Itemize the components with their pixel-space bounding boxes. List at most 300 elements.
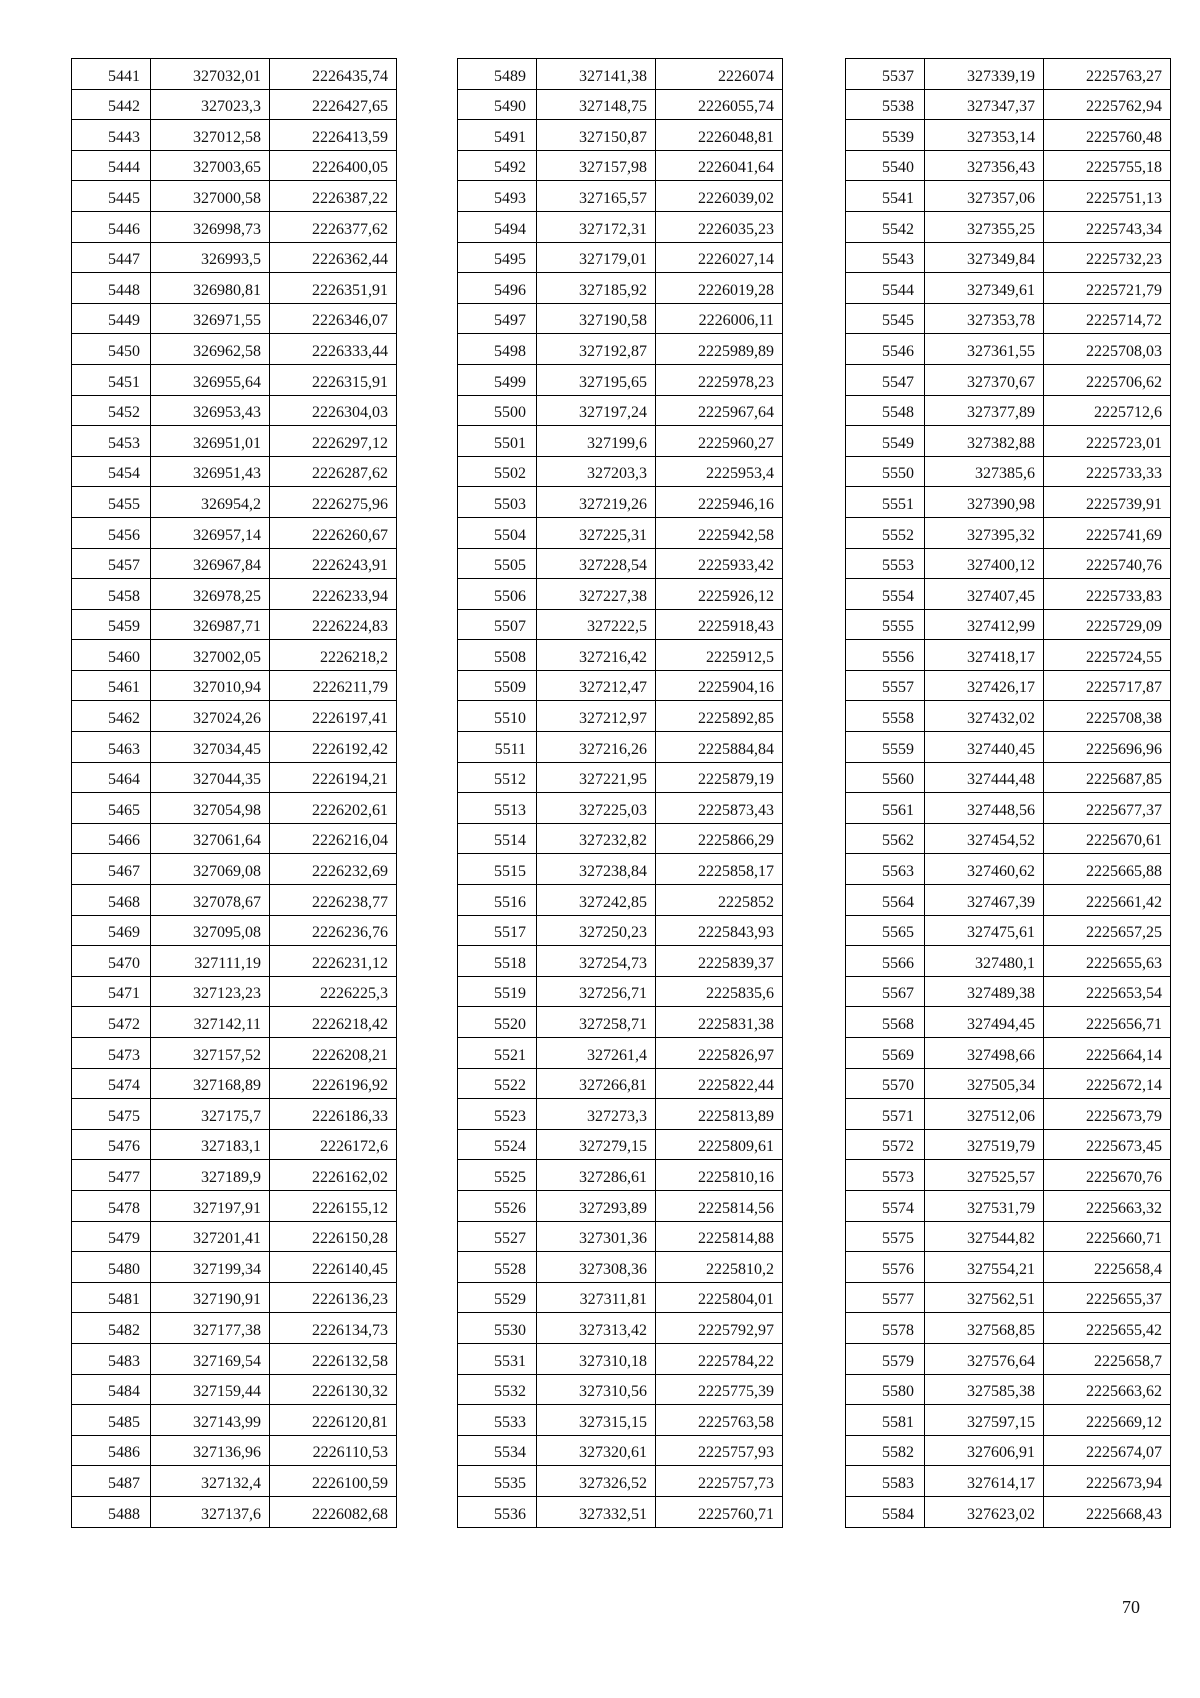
table-row bbox=[458, 701, 783, 732]
point-number-cell: 5443 bbox=[72, 120, 151, 151]
table-row bbox=[846, 548, 1171, 579]
x-coordinate-cell: 327232,82 bbox=[537, 823, 656, 854]
x-coordinate-cell: 327454,52 bbox=[925, 823, 1044, 854]
x-coordinate-cell: 327279,15 bbox=[537, 1129, 656, 1160]
point-number-cell: 5454 bbox=[72, 456, 151, 487]
point-number-cell: 5554 bbox=[846, 579, 925, 610]
table-row bbox=[72, 1374, 397, 1405]
y-coordinate-cell: 2225672,14 bbox=[1044, 1068, 1171, 1099]
y-coordinate-cell: 2226197,41 bbox=[270, 701, 397, 732]
table-row bbox=[72, 273, 397, 304]
x-coordinate-cell: 327286,61 bbox=[537, 1160, 656, 1191]
coordinates-table-3 bbox=[845, 58, 1171, 1528]
y-coordinate-cell: 2225852 bbox=[656, 885, 783, 916]
x-coordinate-cell: 327266,81 bbox=[537, 1068, 656, 1099]
y-coordinate-cell: 2225673,45 bbox=[1044, 1129, 1171, 1160]
table-row bbox=[458, 1374, 783, 1405]
y-coordinate-cell: 2225873,43 bbox=[656, 793, 783, 824]
y-coordinate-cell: 2225822,44 bbox=[656, 1068, 783, 1099]
y-coordinate-cell: 2225967,64 bbox=[656, 395, 783, 426]
table-row bbox=[458, 1466, 783, 1497]
x-coordinate-cell: 327426,17 bbox=[925, 670, 1044, 701]
y-coordinate-cell: 2225657,25 bbox=[1044, 915, 1171, 946]
y-coordinate-cell: 2225714,72 bbox=[1044, 303, 1171, 334]
y-coordinate-cell: 2225655,42 bbox=[1044, 1313, 1171, 1344]
table-row bbox=[458, 334, 783, 365]
x-coordinate-cell: 327148,75 bbox=[537, 89, 656, 120]
y-coordinate-cell: 2225723,01 bbox=[1044, 426, 1171, 457]
table-row bbox=[846, 120, 1171, 151]
table-row bbox=[846, 273, 1171, 304]
point-number-cell: 5567 bbox=[846, 976, 925, 1007]
point-number-cell: 5548 bbox=[846, 395, 925, 426]
x-coordinate-cell: 327190,58 bbox=[537, 303, 656, 334]
x-coordinate-cell: 327480,1 bbox=[925, 946, 1044, 977]
point-number-cell: 5550 bbox=[846, 456, 925, 487]
table-row bbox=[846, 670, 1171, 701]
table-row bbox=[72, 946, 397, 977]
x-coordinate-cell: 327242,85 bbox=[537, 885, 656, 916]
x-coordinate-cell: 327512,06 bbox=[925, 1099, 1044, 1130]
x-coordinate-cell: 327137,6 bbox=[151, 1496, 270, 1527]
point-number-cell: 5521 bbox=[458, 1038, 537, 1069]
point-number-cell: 5569 bbox=[846, 1038, 925, 1069]
y-coordinate-cell: 2226232,69 bbox=[270, 854, 397, 885]
y-coordinate-cell: 2225670,61 bbox=[1044, 823, 1171, 854]
point-number-cell: 5571 bbox=[846, 1099, 925, 1130]
x-coordinate-cell: 327361,55 bbox=[925, 334, 1044, 365]
point-number-cell: 5560 bbox=[846, 762, 925, 793]
y-coordinate-cell: 2225904,16 bbox=[656, 670, 783, 701]
table-row bbox=[458, 640, 783, 671]
point-number-cell: 5549 bbox=[846, 426, 925, 457]
x-coordinate-cell: 327189,9 bbox=[151, 1160, 270, 1191]
x-coordinate-cell: 327225,03 bbox=[537, 793, 656, 824]
table-row bbox=[846, 762, 1171, 793]
point-number-cell: 5501 bbox=[458, 426, 537, 457]
table-row bbox=[72, 89, 397, 120]
table-row bbox=[846, 89, 1171, 120]
x-coordinate-cell: 327494,45 bbox=[925, 1007, 1044, 1038]
table-row bbox=[72, 303, 397, 334]
y-coordinate-cell: 2226194,21 bbox=[270, 762, 397, 793]
point-number-cell: 5561 bbox=[846, 793, 925, 824]
x-coordinate-cell: 327000,58 bbox=[151, 181, 270, 212]
y-coordinate-cell: 2226233,94 bbox=[270, 579, 397, 610]
x-coordinate-cell: 327157,98 bbox=[537, 150, 656, 181]
table-row bbox=[846, 1252, 1171, 1283]
y-coordinate-cell: 2225843,93 bbox=[656, 915, 783, 946]
x-coordinate-cell: 327227,38 bbox=[537, 579, 656, 610]
y-coordinate-cell: 2226224,83 bbox=[270, 609, 397, 640]
point-number-cell: 5500 bbox=[458, 395, 537, 426]
point-number-cell: 5528 bbox=[458, 1252, 537, 1283]
table-row bbox=[846, 456, 1171, 487]
point-number-cell: 5498 bbox=[458, 334, 537, 365]
point-number-cell: 5542 bbox=[846, 211, 925, 242]
table-row bbox=[846, 915, 1171, 946]
x-coordinate-cell: 327339,19 bbox=[925, 59, 1044, 90]
table-row bbox=[458, 59, 783, 90]
x-coordinate-cell: 327614,17 bbox=[925, 1466, 1044, 1497]
y-coordinate-cell: 2225741,69 bbox=[1044, 517, 1171, 548]
point-number-cell: 5489 bbox=[458, 59, 537, 90]
point-number-cell: 5529 bbox=[458, 1282, 537, 1313]
table-row bbox=[72, 517, 397, 548]
y-coordinate-cell: 2225775,39 bbox=[656, 1374, 783, 1405]
table-row bbox=[72, 1068, 397, 1099]
table-row bbox=[846, 823, 1171, 854]
y-coordinate-cell: 2226315,91 bbox=[270, 364, 397, 395]
point-number-cell: 5445 bbox=[72, 181, 151, 212]
table-row bbox=[846, 395, 1171, 426]
table-row bbox=[458, 1160, 783, 1191]
y-coordinate-cell: 2226218,42 bbox=[270, 1007, 397, 1038]
point-number-cell: 5492 bbox=[458, 150, 537, 181]
point-number-cell: 5451 bbox=[72, 364, 151, 395]
point-number-cell: 5518 bbox=[458, 946, 537, 977]
y-coordinate-cell: 2225673,79 bbox=[1044, 1099, 1171, 1130]
table-row bbox=[72, 701, 397, 732]
point-number-cell: 5457 bbox=[72, 548, 151, 579]
x-coordinate-cell: 327061,64 bbox=[151, 823, 270, 854]
x-coordinate-cell: 326953,43 bbox=[151, 395, 270, 426]
point-number-cell: 5517 bbox=[458, 915, 537, 946]
point-number-cell: 5458 bbox=[72, 579, 151, 610]
x-coordinate-cell: 327256,71 bbox=[537, 976, 656, 1007]
y-coordinate-cell: 2225813,89 bbox=[656, 1099, 783, 1130]
x-coordinate-cell: 327172,31 bbox=[537, 211, 656, 242]
table-row bbox=[458, 1007, 783, 1038]
y-coordinate-cell: 2226225,3 bbox=[270, 976, 397, 1007]
x-coordinate-cell: 327505,34 bbox=[925, 1068, 1044, 1099]
point-number-cell: 5448 bbox=[72, 273, 151, 304]
point-number-cell: 5468 bbox=[72, 885, 151, 916]
point-number-cell: 5520 bbox=[458, 1007, 537, 1038]
table-row bbox=[72, 1435, 397, 1466]
table-row bbox=[846, 1466, 1171, 1497]
y-coordinate-cell: 2225757,73 bbox=[656, 1466, 783, 1497]
x-coordinate-cell: 327347,37 bbox=[925, 89, 1044, 120]
y-coordinate-cell: 2226192,42 bbox=[270, 732, 397, 763]
table-row bbox=[72, 334, 397, 365]
table-row bbox=[458, 579, 783, 610]
table-row bbox=[72, 1466, 397, 1497]
table-row bbox=[846, 1374, 1171, 1405]
y-coordinate-cell: 2225946,16 bbox=[656, 487, 783, 518]
y-coordinate-cell: 2225839,37 bbox=[656, 946, 783, 977]
table-row bbox=[458, 1435, 783, 1466]
y-coordinate-cell: 2226400,05 bbox=[270, 150, 397, 181]
x-coordinate-cell: 327308,36 bbox=[537, 1252, 656, 1283]
y-coordinate-cell: 2226196,92 bbox=[270, 1068, 397, 1099]
x-coordinate-cell: 327355,25 bbox=[925, 211, 1044, 242]
table-row bbox=[72, 1496, 397, 1527]
table-row bbox=[72, 548, 397, 579]
y-coordinate-cell: 2225658,7 bbox=[1044, 1343, 1171, 1374]
point-number-cell: 5538 bbox=[846, 89, 925, 120]
point-number-cell: 5516 bbox=[458, 885, 537, 916]
table-row bbox=[458, 1221, 783, 1252]
point-number-cell: 5543 bbox=[846, 242, 925, 273]
point-number-cell: 5507 bbox=[458, 609, 537, 640]
y-coordinate-cell: 2225792,97 bbox=[656, 1313, 783, 1344]
table-row bbox=[458, 1252, 783, 1283]
x-coordinate-cell: 327310,18 bbox=[537, 1343, 656, 1374]
point-number-cell: 5558 bbox=[846, 701, 925, 732]
point-number-cell: 5574 bbox=[846, 1190, 925, 1221]
y-coordinate-cell: 2226155,12 bbox=[270, 1190, 397, 1221]
y-coordinate-cell: 2226150,28 bbox=[270, 1221, 397, 1252]
y-coordinate-cell: 2225933,42 bbox=[656, 548, 783, 579]
x-coordinate-cell: 326955,64 bbox=[151, 364, 270, 395]
y-coordinate-cell: 2226140,45 bbox=[270, 1252, 397, 1283]
y-coordinate-cell: 2226006,11 bbox=[656, 303, 783, 334]
y-coordinate-cell: 2225926,12 bbox=[656, 579, 783, 610]
y-coordinate-cell: 2225763,27 bbox=[1044, 59, 1171, 90]
y-coordinate-cell: 2226136,23 bbox=[270, 1282, 397, 1313]
y-coordinate-cell: 2225740,76 bbox=[1044, 548, 1171, 579]
y-coordinate-cell: 2226162,02 bbox=[270, 1160, 397, 1191]
point-number-cell: 5534 bbox=[458, 1435, 537, 1466]
table-row bbox=[846, 1099, 1171, 1130]
table-row bbox=[846, 1007, 1171, 1038]
table-row bbox=[846, 426, 1171, 457]
y-coordinate-cell: 2225953,4 bbox=[656, 456, 783, 487]
y-coordinate-cell: 2226134,73 bbox=[270, 1313, 397, 1344]
table-row bbox=[458, 1343, 783, 1374]
point-number-cell: 5584 bbox=[846, 1496, 925, 1527]
point-number-cell: 5583 bbox=[846, 1466, 925, 1497]
y-coordinate-cell: 2225664,14 bbox=[1044, 1038, 1171, 1069]
y-coordinate-cell: 2225892,85 bbox=[656, 701, 783, 732]
y-coordinate-cell: 2226304,03 bbox=[270, 395, 397, 426]
table-row bbox=[458, 150, 783, 181]
table-row bbox=[72, 1405, 397, 1436]
y-coordinate-cell: 2225712,6 bbox=[1044, 395, 1171, 426]
point-number-cell: 5509 bbox=[458, 670, 537, 701]
point-number-cell: 5478 bbox=[72, 1190, 151, 1221]
table-row bbox=[846, 1313, 1171, 1344]
point-number-cell: 5486 bbox=[72, 1435, 151, 1466]
x-coordinate-cell: 327159,44 bbox=[151, 1374, 270, 1405]
x-coordinate-cell: 327095,08 bbox=[151, 915, 270, 946]
point-number-cell: 5533 bbox=[458, 1405, 537, 1436]
x-coordinate-cell: 327023,3 bbox=[151, 89, 270, 120]
table-row bbox=[72, 1129, 397, 1160]
point-number-cell: 5556 bbox=[846, 640, 925, 671]
x-coordinate-cell: 327377,89 bbox=[925, 395, 1044, 426]
point-number-cell: 5485 bbox=[72, 1405, 151, 1436]
x-coordinate-cell: 327078,67 bbox=[151, 885, 270, 916]
table-row bbox=[458, 303, 783, 334]
point-number-cell: 5566 bbox=[846, 946, 925, 977]
x-coordinate-cell: 327197,91 bbox=[151, 1190, 270, 1221]
table-row bbox=[458, 517, 783, 548]
x-coordinate-cell: 327301,36 bbox=[537, 1221, 656, 1252]
x-coordinate-cell: 327407,45 bbox=[925, 579, 1044, 610]
y-coordinate-cell: 2226074 bbox=[656, 59, 783, 90]
point-number-cell: 5474 bbox=[72, 1068, 151, 1099]
x-coordinate-cell: 327168,89 bbox=[151, 1068, 270, 1099]
point-number-cell: 5580 bbox=[846, 1374, 925, 1405]
table-row bbox=[458, 1099, 783, 1130]
table-row bbox=[846, 640, 1171, 671]
x-coordinate-cell: 327192,87 bbox=[537, 334, 656, 365]
point-number-cell: 5540 bbox=[846, 150, 925, 181]
point-number-cell: 5446 bbox=[72, 211, 151, 242]
x-coordinate-cell: 327349,61 bbox=[925, 273, 1044, 304]
point-number-cell: 5471 bbox=[72, 976, 151, 1007]
y-coordinate-cell: 2225655,63 bbox=[1044, 946, 1171, 977]
x-coordinate-cell: 327142,11 bbox=[151, 1007, 270, 1038]
x-coordinate-cell: 327012,58 bbox=[151, 120, 270, 151]
point-number-cell: 5524 bbox=[458, 1129, 537, 1160]
y-coordinate-cell: 2225858,17 bbox=[656, 854, 783, 885]
x-coordinate-cell: 327623,02 bbox=[925, 1496, 1044, 1527]
y-coordinate-cell: 2225884,84 bbox=[656, 732, 783, 763]
table-row bbox=[72, 1007, 397, 1038]
table-row bbox=[846, 976, 1171, 1007]
y-coordinate-cell: 2226208,21 bbox=[270, 1038, 397, 1069]
point-number-cell: 5497 bbox=[458, 303, 537, 334]
x-coordinate-cell: 327531,79 bbox=[925, 1190, 1044, 1221]
table-row bbox=[458, 120, 783, 151]
point-number-cell: 5450 bbox=[72, 334, 151, 365]
x-coordinate-cell: 327370,67 bbox=[925, 364, 1044, 395]
point-number-cell: 5510 bbox=[458, 701, 537, 732]
y-coordinate-cell: 2225804,01 bbox=[656, 1282, 783, 1313]
x-coordinate-cell: 327222,5 bbox=[537, 609, 656, 640]
x-coordinate-cell: 327132,4 bbox=[151, 1466, 270, 1497]
point-number-cell: 5453 bbox=[72, 426, 151, 457]
x-coordinate-cell: 327002,05 bbox=[151, 640, 270, 671]
point-number-cell: 5493 bbox=[458, 181, 537, 212]
table-row bbox=[72, 609, 397, 640]
point-number-cell: 5576 bbox=[846, 1252, 925, 1283]
point-number-cell: 5482 bbox=[72, 1313, 151, 1344]
x-coordinate-cell: 327197,24 bbox=[537, 395, 656, 426]
y-coordinate-cell: 2225784,22 bbox=[656, 1343, 783, 1374]
y-coordinate-cell: 2226238,77 bbox=[270, 885, 397, 916]
y-coordinate-cell: 2226035,23 bbox=[656, 211, 783, 242]
point-number-cell: 5490 bbox=[458, 89, 537, 120]
point-number-cell: 5504 bbox=[458, 517, 537, 548]
x-coordinate-cell: 327313,42 bbox=[537, 1313, 656, 1344]
table-row bbox=[72, 1221, 397, 1252]
x-coordinate-cell: 327258,71 bbox=[537, 1007, 656, 1038]
y-coordinate-cell: 2225760,71 bbox=[656, 1496, 783, 1527]
x-coordinate-cell: 327221,95 bbox=[537, 762, 656, 793]
y-coordinate-cell: 2225708,38 bbox=[1044, 701, 1171, 732]
y-coordinate-cell: 2225835,6 bbox=[656, 976, 783, 1007]
table-row bbox=[72, 211, 397, 242]
point-number-cell: 5496 bbox=[458, 273, 537, 304]
table-row bbox=[458, 732, 783, 763]
x-coordinate-cell: 327034,45 bbox=[151, 732, 270, 763]
y-coordinate-cell: 2225814,56 bbox=[656, 1190, 783, 1221]
point-number-cell: 5511 bbox=[458, 732, 537, 763]
y-coordinate-cell: 2225708,03 bbox=[1044, 334, 1171, 365]
point-number-cell: 5475 bbox=[72, 1099, 151, 1130]
point-number-cell: 5523 bbox=[458, 1099, 537, 1130]
x-coordinate-cell: 327157,52 bbox=[151, 1038, 270, 1069]
table-row bbox=[846, 1068, 1171, 1099]
point-number-cell: 5522 bbox=[458, 1068, 537, 1099]
point-number-cell: 5483 bbox=[72, 1343, 151, 1374]
x-coordinate-cell: 327003,65 bbox=[151, 150, 270, 181]
x-coordinate-cell: 327024,26 bbox=[151, 701, 270, 732]
x-coordinate-cell: 327261,4 bbox=[537, 1038, 656, 1069]
y-coordinate-cell: 2225879,19 bbox=[656, 762, 783, 793]
y-coordinate-cell: 2225717,87 bbox=[1044, 670, 1171, 701]
y-coordinate-cell: 2225696,96 bbox=[1044, 732, 1171, 763]
point-number-cell: 5541 bbox=[846, 181, 925, 212]
point-number-cell: 5513 bbox=[458, 793, 537, 824]
y-coordinate-cell: 2225810,16 bbox=[656, 1160, 783, 1191]
x-coordinate-cell: 327606,91 bbox=[925, 1435, 1044, 1466]
x-coordinate-cell: 327311,81 bbox=[537, 1282, 656, 1313]
y-coordinate-cell: 2225656,71 bbox=[1044, 1007, 1171, 1038]
table-row bbox=[72, 59, 397, 90]
x-coordinate-cell: 327273,3 bbox=[537, 1099, 656, 1130]
y-coordinate-cell: 2226039,02 bbox=[656, 181, 783, 212]
y-coordinate-cell: 2225831,38 bbox=[656, 1007, 783, 1038]
table-row bbox=[72, 854, 397, 885]
x-coordinate-cell: 327519,79 bbox=[925, 1129, 1044, 1160]
x-coordinate-cell: 327475,61 bbox=[925, 915, 1044, 946]
table-row bbox=[72, 1160, 397, 1191]
table-row bbox=[458, 548, 783, 579]
point-number-cell: 5544 bbox=[846, 273, 925, 304]
point-number-cell: 5452 bbox=[72, 395, 151, 426]
y-coordinate-cell: 2226243,91 bbox=[270, 548, 397, 579]
coordinates-table-1 bbox=[71, 58, 397, 1528]
point-number-cell: 5512 bbox=[458, 762, 537, 793]
point-number-cell: 5557 bbox=[846, 670, 925, 701]
y-coordinate-cell: 2226132,58 bbox=[270, 1343, 397, 1374]
x-coordinate-cell: 327412,99 bbox=[925, 609, 1044, 640]
y-coordinate-cell: 2225757,93 bbox=[656, 1435, 783, 1466]
point-number-cell: 5441 bbox=[72, 59, 151, 90]
table-row bbox=[72, 915, 397, 946]
table-row bbox=[72, 670, 397, 701]
table-row bbox=[458, 976, 783, 1007]
point-number-cell: 5463 bbox=[72, 732, 151, 763]
point-number-cell: 5465 bbox=[72, 793, 151, 824]
point-number-cell: 5526 bbox=[458, 1190, 537, 1221]
x-coordinate-cell: 326993,5 bbox=[151, 242, 270, 273]
y-coordinate-cell: 2226387,22 bbox=[270, 181, 397, 212]
point-number-cell: 5532 bbox=[458, 1374, 537, 1405]
table-row bbox=[458, 915, 783, 946]
x-coordinate-cell: 327440,45 bbox=[925, 732, 1044, 763]
y-coordinate-cell: 2225663,62 bbox=[1044, 1374, 1171, 1405]
point-number-cell: 5495 bbox=[458, 242, 537, 273]
y-coordinate-cell: 2226202,61 bbox=[270, 793, 397, 824]
table-row bbox=[846, 946, 1171, 977]
table-row bbox=[846, 1038, 1171, 1069]
x-coordinate-cell: 327460,62 bbox=[925, 854, 1044, 885]
y-coordinate-cell: 2226186,33 bbox=[270, 1099, 397, 1130]
y-coordinate-cell: 2225733,33 bbox=[1044, 456, 1171, 487]
point-number-cell: 5491 bbox=[458, 120, 537, 151]
table-row bbox=[458, 1282, 783, 1313]
table-row bbox=[72, 181, 397, 212]
y-coordinate-cell: 2225653,54 bbox=[1044, 976, 1171, 1007]
y-coordinate-cell: 2226216,04 bbox=[270, 823, 397, 854]
point-number-cell: 5477 bbox=[72, 1160, 151, 1191]
